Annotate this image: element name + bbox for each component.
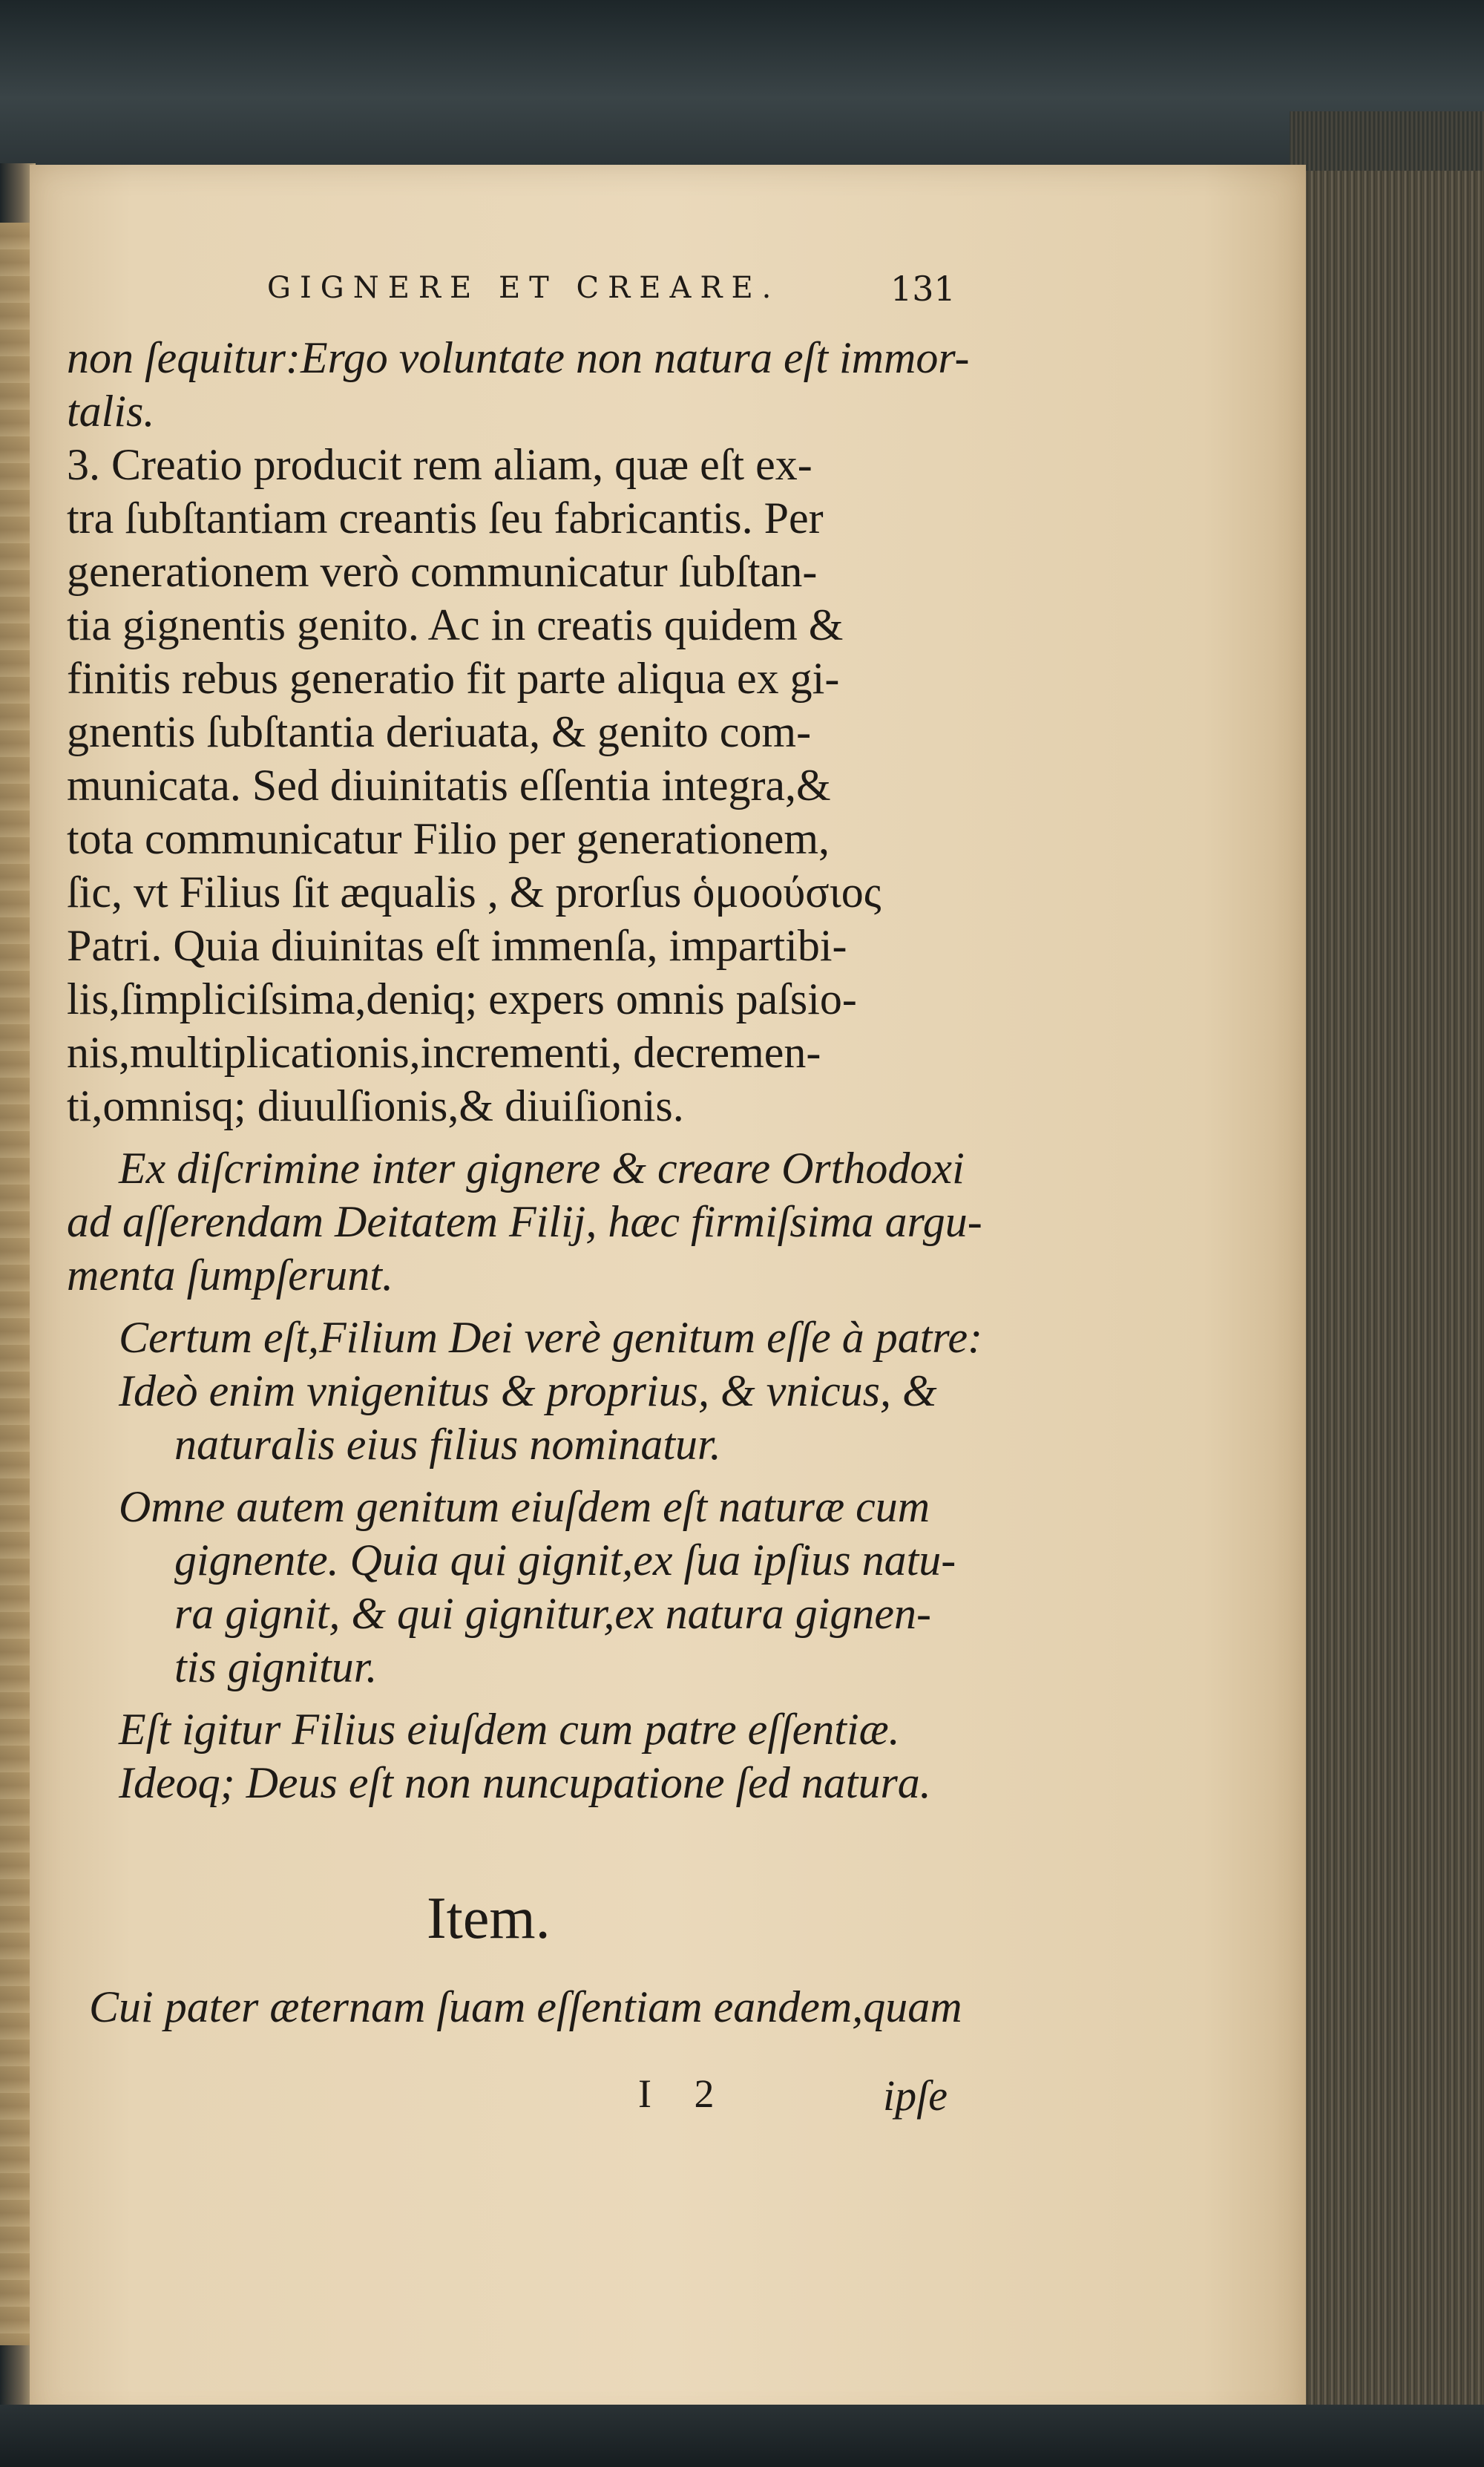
text-line: Patri. Quia diuinitas eſt immenſa, impartibi- bbox=[67, 921, 847, 970]
text-line: Eſt igitur Filius eiuſdem cum patre eſſentiæ. bbox=[119, 1705, 900, 1754]
section-heading: Item. bbox=[427, 1886, 551, 1951]
text-line: generationem verò communicatur ſubſtan- bbox=[67, 547, 818, 596]
text-line: tia gignentis genito. Ac in creatis quidem & bbox=[67, 600, 844, 649]
text-line: naturalis eius filius nominatur. bbox=[174, 1420, 721, 1469]
text-line: tra ſubſtantiam creantis ſeu fabricantis. Per bbox=[67, 494, 824, 543]
text-line: ad aſſerendam Deitatem Filij, hæc firmiſsima argu- bbox=[67, 1197, 982, 1246]
text-line: talis. bbox=[67, 387, 155, 436]
text-line: non ſequitur:Ergo voluntate non natura eſt immor- bbox=[67, 333, 970, 382]
text-line: Certum eſt,Filium Dei verè genitum eſſe à patre: bbox=[119, 1313, 983, 1362]
text-line: nis,multiplicationis,incrementi, decremen- bbox=[67, 1028, 821, 1077]
text-line: Ideoq; Deus eſt non nuncupatione ſed natura. bbox=[119, 1758, 931, 1807]
text-line: ſic, vt Filius ſit æqualis , & prorſus ὁμοούσιος bbox=[67, 868, 881, 917]
text-line: finitis rebus generatio fit parte aliqua ex gi- bbox=[67, 654, 840, 703]
text-line: Cui pater æternam ſuam eſſentiam eandem,quam bbox=[89, 1982, 962, 2031]
book-block-top bbox=[1290, 111, 1484, 178]
text-line: gnentis ſubſtantia deriuata, & genito com- bbox=[67, 707, 812, 756]
text-line: gignente. Quia qui gignit,ex ſua ipſius natu- bbox=[174, 1536, 956, 1585]
running-head: GIGNERE ET CREARE. bbox=[267, 271, 781, 305]
text-line: Ideò enim vnigenitus & proprius, & vnicus, & bbox=[119, 1366, 937, 1415]
catchword: ipſe bbox=[883, 2071, 948, 2120]
text-line: ti,omnisq; diuulſionis,& diuiſionis. bbox=[67, 1081, 684, 1130]
text-line: tis gignitur. bbox=[174, 1642, 378, 1691]
text-line: 3. Creatio producit rem aliam, quæ eſt ex- bbox=[67, 440, 812, 489]
background-top bbox=[0, 0, 1484, 178]
background-bottom bbox=[0, 2405, 1484, 2467]
text-line: municata. Sed diuinitatis eſſentia integra,& bbox=[67, 761, 831, 810]
text-line: menta ſumpſerunt. bbox=[67, 1251, 393, 1300]
text-line: tota communicatur Filio per generationem, bbox=[67, 814, 830, 863]
signature-mark: I 2 bbox=[638, 2071, 731, 2116]
book-fore-edge bbox=[1290, 171, 1484, 2420]
facing-page-edge bbox=[0, 223, 30, 2345]
page-number: 131 bbox=[890, 269, 956, 309]
text-line: Omne autem genitum eiuſdem eſt naturæ cum bbox=[119, 1482, 930, 1531]
text-line: ra gignit, & qui gignitur,ex natura gignen- bbox=[174, 1589, 931, 1638]
text-line: lis,ſimpliciſsima,deniq; expers omnis paſsio- bbox=[67, 974, 857, 1023]
text-line: Ex diſcrimine inter gignere & creare Orthodoxi bbox=[119, 1144, 965, 1193]
